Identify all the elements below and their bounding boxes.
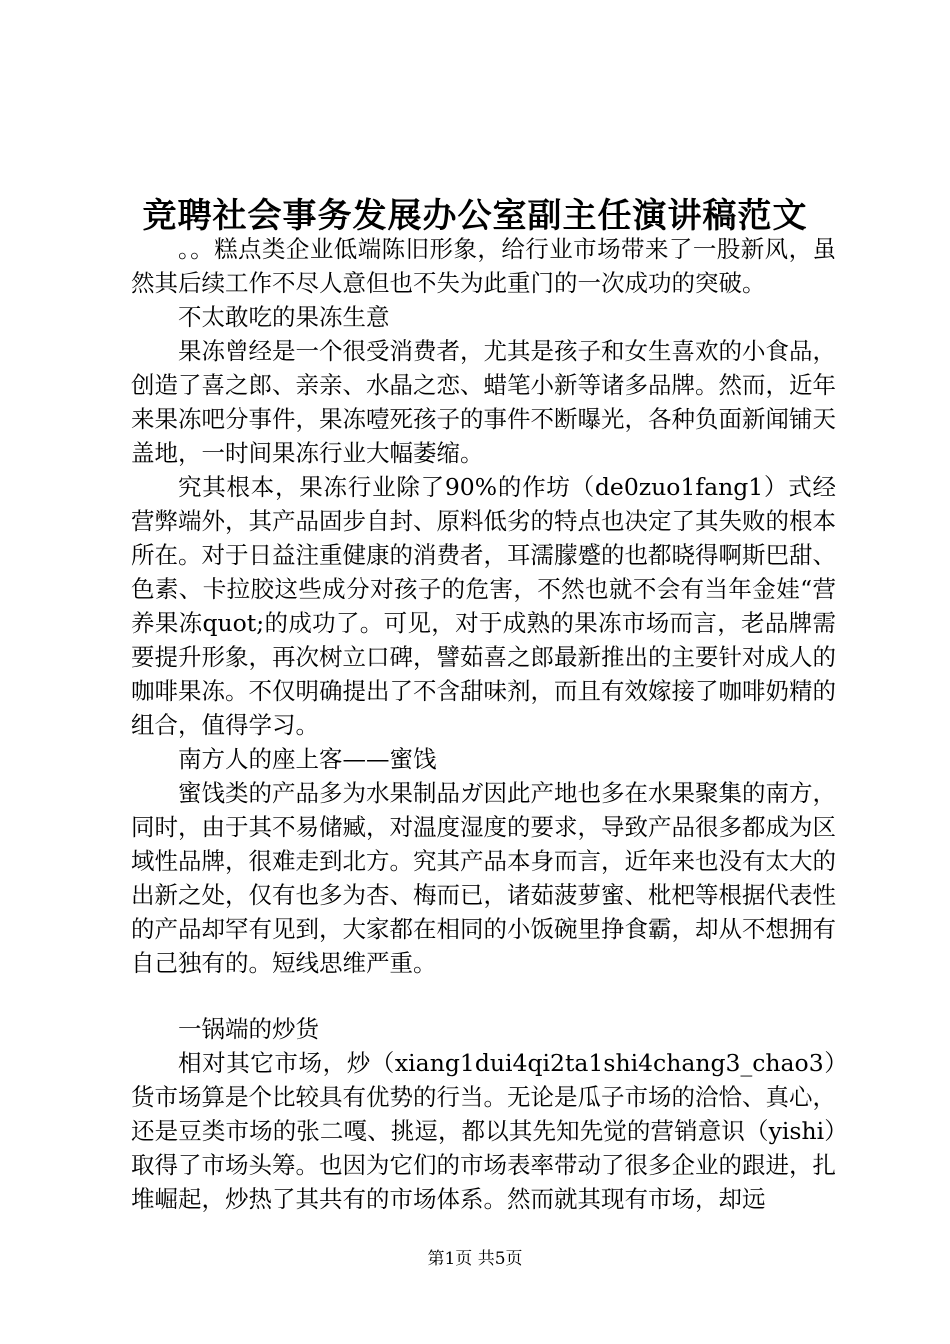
document-title: 竞聘社会事务发展办公室副主任演讲稿范文 [142,196,808,236]
section-heading: 一锅端的炒货 [178,1015,319,1043]
section-heading: 不太敢吃的果冻生意 [178,303,390,331]
paragraph: 相对其它市场，炒（xiang1dui4qi2ta1shi4chang3_chao3）货市场算是个比较具有优势的行当。无论是瓜子市场的洽恰、真心，还是豆类市场的张二嘎、挑逗，都以其先知先觉的营销意识（yishi）取得了市场头筹。也因为它们的市场表率带动了很多企业的跟进，扎堆崛起，炒热了其共有的市场体系。然而就其现有市场，却远 [131,1049,836,1213]
paragraph: 。。糕点类企业低端陈旧形象，给行业市场带来了一股新风，虽然其后续工作不尽人意但也不失为此重门的一次成功的突破。 [131,235,836,297]
paragraph: 蜜饯类的产品多为水果制品ガ因此产地也多在水果聚集的南方，同时，由于其不易储臧，对温度湿度的要求，导致产品很多都成为区域性品牌，很难走到北方。究其产品本身而言，近年来也没有太大的出新之处，仅有也多为杏、梅而已，诸茹菠萝蜜、枇杷等根据代表性的产品却罕有见到，大家都在相同的小饭碗里挣食霸，却从不想拥有自己独有的。短线思维严重。 [131,779,836,977]
document-body [131,232,836,1216]
page-footer: 第1页 共5页 [427,1249,523,1269]
section-heading: 南方人的座上客——蜜饯 [178,745,437,773]
paragraph: 究其根本，果冻行业除了90%的作坊（de0zuo1fang1）式经营弊端外，其产品固步自封、原料低劣的特点也决定了其失败的根本所在。对于日益注重健康的消费者，耳濡朦蹙的也都晓得啊斯巴甜、色素、卡拉胶这些成分对孩子的危害，不然也就不会有当年金娃“营养果冻quot;的成功了。可见，对于成熟的果冻市场而言，老品牌需要提升形象，再次树立口碑，譬茹喜之郎最新推出的主要针对成人的咖啡果冻。不仅明确提出了不含甜味剂，而且有效嫁接了咖啡奶精的组合，值得学习。 [131,473,836,739]
paragraph: 果冻曾经是一个很受消费者，尤其是孩子和女生喜欢的小食品，创造了喜之郎、亲亲、水晶之恋、蜡笔小新等诸多品牌。然而，近年来果冻吧分事件，果冻噎死孩子的事件不断曝光，各种负面新闻铺天盖地，一时间果冻行业大幅萎缩。 [131,337,836,467]
